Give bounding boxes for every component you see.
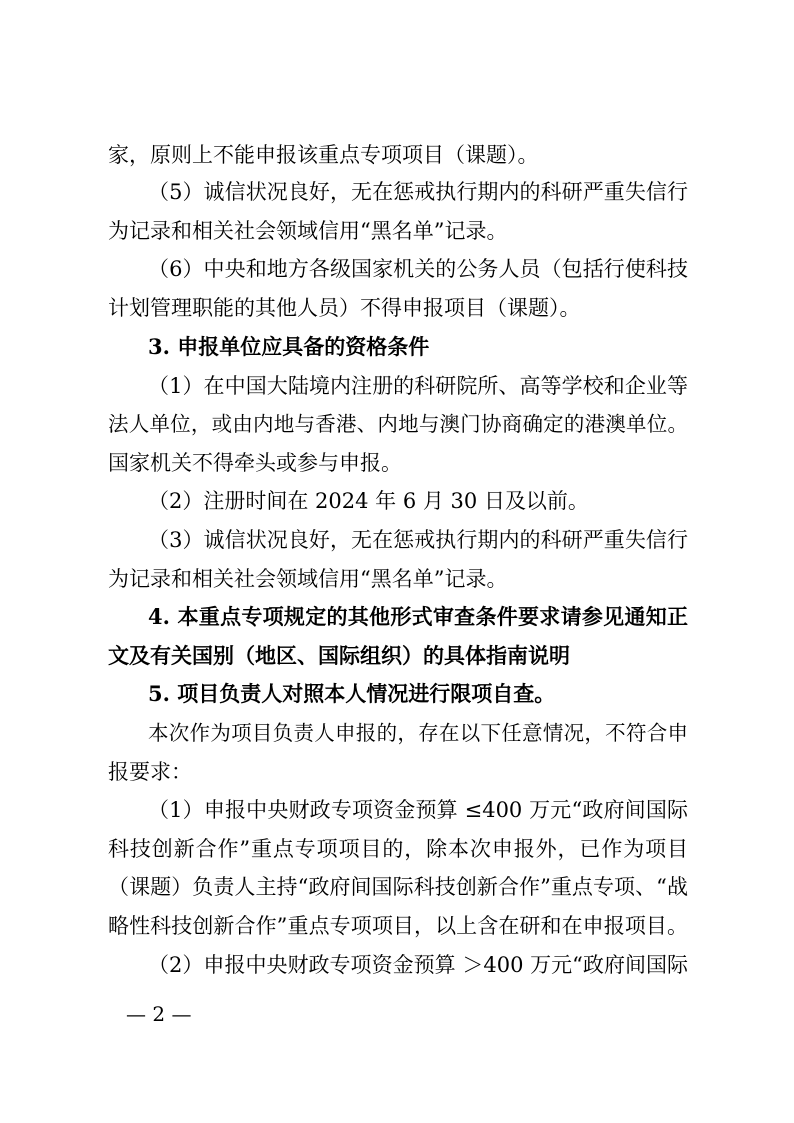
paragraph-line: 为记录和相关社会领域信用“黑名单”记录。 [108, 567, 508, 591]
paragraph-line: （6）中央和地方各级国家机关的公务人员（包括行使科技 [148, 257, 688, 281]
section-heading: 3. 申报单位应具备的资格条件 [148, 334, 430, 359]
paragraph-line: （课题）负责人主持“政府间国际科技创新合作”重点专项、“战 [108, 875, 688, 899]
paragraph-line: 报要求： [108, 760, 192, 784]
paragraph-line: 为记录和相关社会领域信用“黑名单”记录。 [108, 219, 508, 243]
paragraph-line: （1）在中国大陆境内注册的科研院所、高等学校和企业等 [148, 374, 688, 398]
paragraph-line: （5）诚信状况良好，无在惩戒执行期内的科研严重失信行 [148, 180, 688, 204]
paragraph-line: （2）注册时间在 2024 年 6 月 30 日及以前。 [148, 489, 589, 513]
paragraph-line: （2）申报中央财政专项资金预算 ＞400 万元“政府间国际 [148, 953, 688, 977]
paragraph-line: （3）诚信状况良好，无在惩戒执行期内的科研严重失信行 [148, 528, 688, 552]
paragraph-line: 本次作为项目负责人申报的，存在以下任意情况，不符合申 [148, 721, 688, 745]
paragraph-line: 法人单位，或由内地与香港、内地与澳门协商确定的港澳单位。 [108, 412, 688, 436]
section-heading: 5. 项目负责人对照本人情况进行限项自查。 [148, 681, 556, 706]
page-number: — 2 — [126, 1002, 192, 1026]
section-heading: 4. 本重点专项规定的其他形式审查条件要求请参见通知正 [148, 604, 688, 629]
paragraph-line: 科技创新合作”重点专项项目的，除本次申报外，已作为项目 [108, 837, 688, 861]
section-heading: 文及有关国别（地区、国际组织）的具体指南说明 [108, 643, 570, 668]
paragraph-line: 家，原则上不能申报该重点专项项目（课题）。 [108, 143, 539, 167]
paragraph-line: （1）申报中央财政专项资金预算 ≤400 万元“政府间国际 [148, 798, 688, 822]
paragraph-line: 略性科技创新合作”重点专项项目，以上含在研和在申报项目。 [108, 914, 688, 938]
paragraph-line: 计划管理职能的其他人员）不得申报项目（课题）。 [108, 296, 581, 320]
paragraph-line: 国家机关不得牵头或参与申报。 [108, 451, 402, 475]
